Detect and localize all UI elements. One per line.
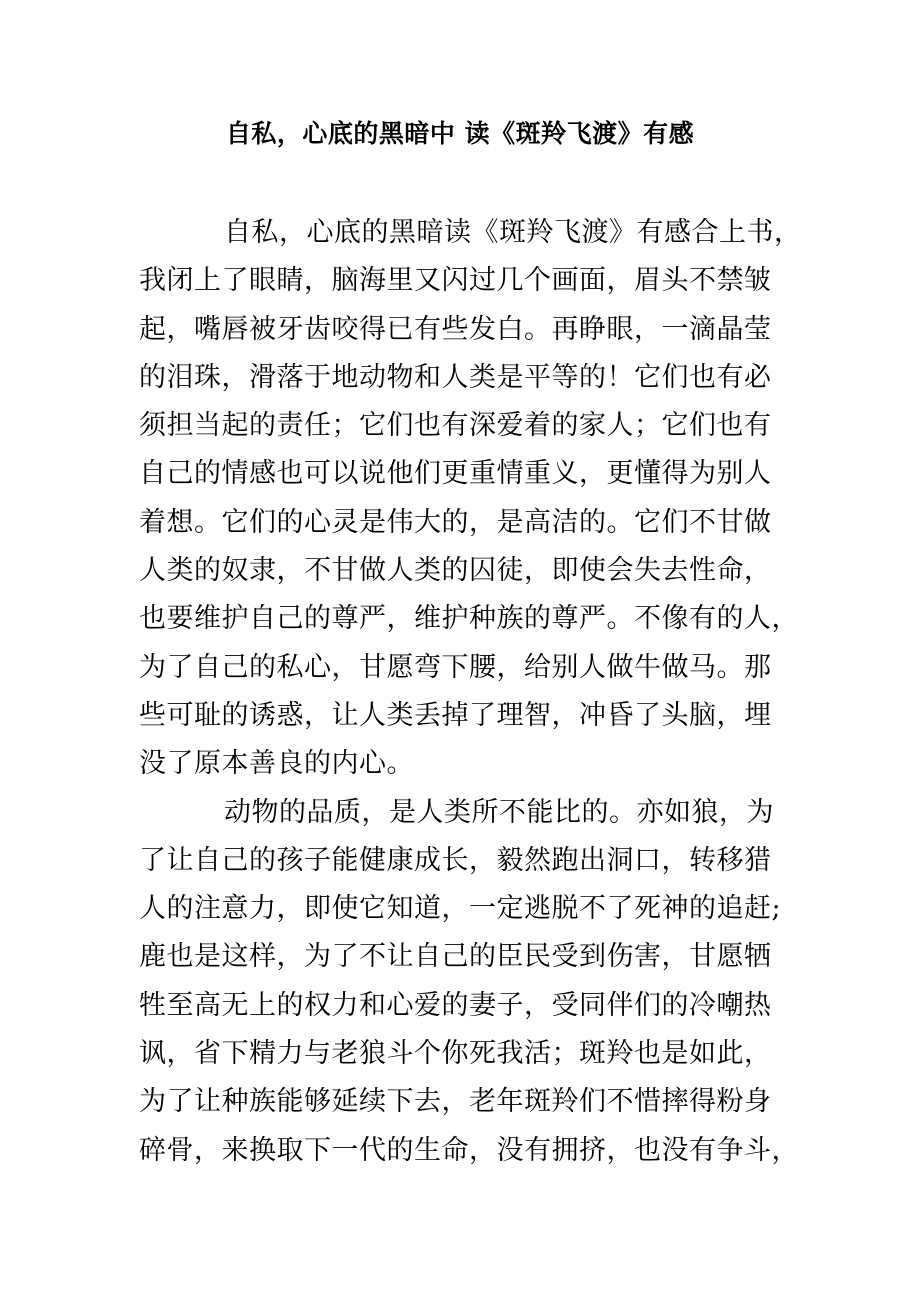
paragraph-1-line-10: 为了自己的私心，甘愿弯下腰，给别人做牛做马。那 (139, 651, 772, 683)
paragraph-1-line-8: 人类的奴隶，不甘做人类的囚徒，即使会失去性命， (139, 555, 772, 587)
paragraph-1-line-2: 我闭上了眼睛，脑海里又闪过几个画面，眉头不禁皱 (139, 265, 772, 297)
paragraph-2-line-2: 了让自己的孩子能健康成长，毅然跑出洞口，转移猎 (139, 844, 772, 876)
paragraph-1-line-3: 起，嘴唇被牙齿咬得已有些发白。再睁眼，一滴晶莹 (139, 313, 772, 345)
article-body (139, 209, 802, 1175)
paragraph-2-line-6: 讽，省下精力与老狼斗个你死我活；斑羚也是如此， (139, 1038, 772, 1070)
paragraph-1-line-5: 须担当起的责任；它们也有深爱着的家人；它们也有 (139, 410, 772, 442)
paragraph-1-line-4: 的泪珠，滑落于地动物和人类是平等的！它们也有必 (139, 361, 772, 393)
paragraph-1-line-1: 自私，心底的黑暗读《斑羚飞渡》有感合上书， (224, 217, 802, 248)
paragraph-2-line-1: 动物的品质，是人类所不能比的。亦如狼，为 (224, 796, 774, 828)
paragraph-1-line-7: 着想。它们的心灵是伟大的，是高洁的。它们不甘做 (139, 506, 772, 538)
paragraph-1-line-12: 没了原本善良的内心。 (139, 748, 414, 780)
paragraph-2-line-3: 人的注意力，即使它知道，一定逃脱不了死神的追赶; (139, 893, 782, 925)
paragraph-1-line-9: 也要维护自己的尊严，维护种族的尊严。不像有的人， (139, 603, 799, 635)
paragraph-2-line-4: 鹿也是这样，为了不让自己的臣民受到伤害，甘愿牺 (139, 941, 772, 973)
paragraph-1-line-11: 些可耻的诱惑，让人类丢掉了理智，冲昏了头脑，埋 (139, 699, 772, 731)
paragraph-2-line-7: 为了让种族能够延续下去，老年斑羚们不惜摔得粉身 (139, 1086, 772, 1118)
paragraph-2-line-8: 碎骨，来换取下一代的生命，没有拥挤，也没有争斗， (139, 1134, 799, 1166)
paragraph-2-line-5: 牲至高无上的权力和心爱的妻子，受同伴们的冷嘲热 (139, 989, 772, 1021)
page-title: 自私，心底的黑暗中 读《斑羚飞渡》有感 (225, 119, 695, 148)
paragraph-1-line-6: 自己的情感也可以说他们更重情重义，更懂得为别人 (139, 458, 772, 490)
